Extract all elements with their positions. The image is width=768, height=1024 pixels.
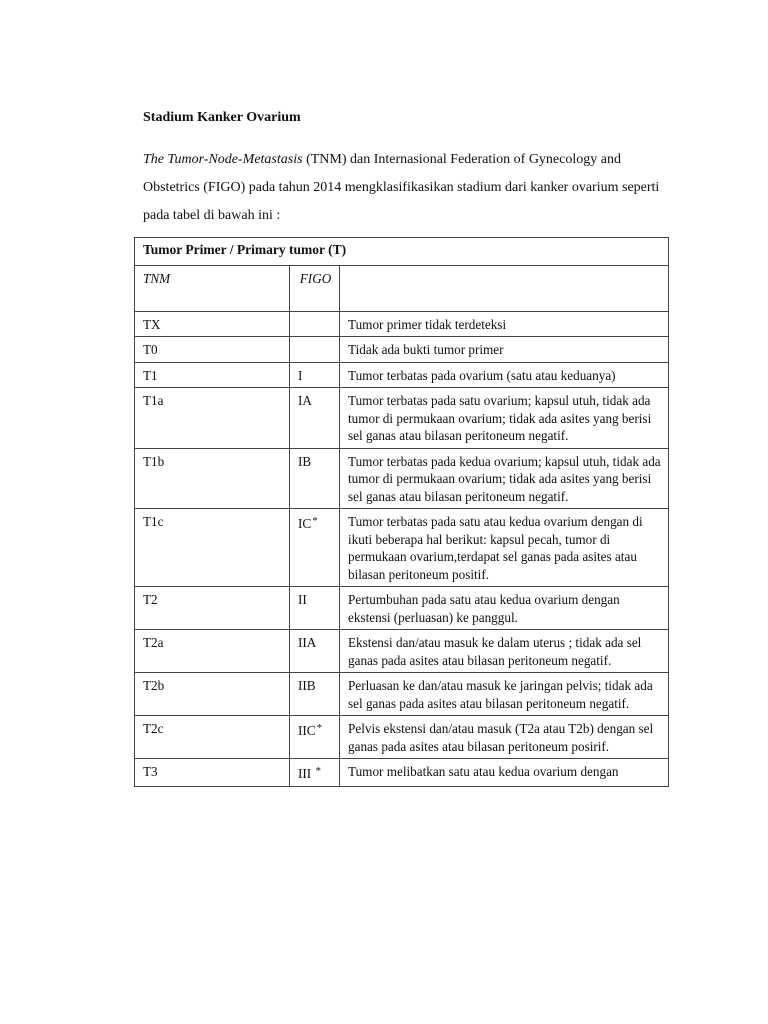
table-row: [135, 673, 669, 716]
cell-figo: [290, 337, 340, 363]
cell-figo: [290, 362, 340, 388]
table-row: [135, 630, 669, 673]
cell-figo: [290, 448, 340, 509]
cell-figo: [290, 716, 340, 759]
cell-tnm: T2a: [135, 630, 290, 673]
header-description: [340, 265, 669, 311]
figo-stage: III: [298, 766, 315, 781]
intro-text: (TNM) dan Internasional Federation of Gynecology and Obstetrics (FIGO) pada tahun 2014 mengklasifikasikan stadium dari kanker ovarium seperti pada tabel di bawah ini :: [143, 152, 660, 223]
cell-tnm: T1c: [135, 509, 290, 587]
figo-stage: II: [298, 592, 307, 607]
table-row: [135, 388, 669, 449]
table-row: [135, 587, 669, 630]
figo-stage: IC: [298, 516, 312, 531]
intro-paragraph: [143, 146, 673, 230]
header-figo: FIGO: [290, 265, 340, 311]
cell-figo: [290, 311, 340, 337]
cell-tnm: T2c: [135, 716, 290, 759]
header-tnm: TNM: [135, 265, 290, 311]
cell-tnm: T3: [135, 759, 290, 787]
cell-tnm: T0: [135, 337, 290, 363]
asterisk-marker: *: [315, 765, 321, 777]
cell-description: Tumor terbatas pada ovarium (satu atau keduanya): [340, 362, 669, 388]
cell-figo: [290, 673, 340, 716]
cell-figo: [290, 388, 340, 449]
intro-italic: The Tumor-Node-Metastasis: [143, 152, 303, 167]
table-header-row: [135, 265, 669, 311]
page-heading: Stadium Kanker Ovarium: [143, 110, 301, 125]
cell-description: Tumor terbatas pada satu atau kedua ovarium dengan di ikuti beberapa hal berikut: kapsul pecah, tumor di permukaan ovarium,terdapat sel ganas pada asites atau bilasan peritoneum positif.: [340, 509, 669, 587]
table-row: [135, 759, 669, 787]
cell-tnm: T1a: [135, 388, 290, 449]
figo-stage: I: [298, 367, 303, 383]
cell-figo: [290, 759, 340, 787]
cell-description: Ekstensi dan/atau masuk ke dalam uterus ; tidak ada sel ganas pada asites atau bilasan peritoneum negatif.: [340, 630, 669, 673]
cell-description: Pertumbuhan pada satu atau kedua ovarium dengan ekstensi (perluasan) ke panggul.: [340, 587, 669, 630]
cell-description: Perluasan ke dan/atau masuk ke jaringan pelvis; tidak ada sel ganas pada asites atau bilasan peritoneum negatif.: [340, 673, 669, 716]
asterisk-marker: *: [316, 722, 323, 734]
cell-description: Tumor melibatkan satu atau kedua ovarium dengan: [340, 759, 669, 787]
cell-tnm: T2: [135, 587, 290, 630]
table-row: [135, 448, 669, 509]
cell-description: Tumor terbatas pada satu ovarium; kapsul utuh, tidak ada tumor di permukaan ovarium; tidak ada asites yang berisi sel ganas atau bilasan peritoneum negatif.: [340, 388, 669, 449]
asterisk-marker: *: [312, 515, 318, 527]
cell-description: Pelvis ekstensi dan/atau masuk (T2a atau T2b) dengan sel ganas pada asites atau bilasan peritoneum posirif.: [340, 716, 669, 759]
cell-figo: [290, 509, 340, 587]
cell-description: Tumor primer tidak terdeteksi: [340, 311, 669, 337]
table-row: [135, 311, 669, 337]
table-row: [135, 509, 669, 587]
figo-stage: IIA: [298, 635, 317, 650]
table-row: [135, 337, 669, 363]
table-row: [135, 716, 669, 759]
cell-figo: [290, 630, 340, 673]
figo-stage: IB: [298, 453, 312, 469]
cell-tnm: T1: [135, 362, 290, 388]
cell-tnm: T2b: [135, 673, 290, 716]
figo-stage: IIC: [298, 723, 316, 738]
cell-description: Tumor terbatas pada kedua ovarium; kapsul utuh, tidak ada tumor di permukaan ovarium; tidak ada asites yang berisi sel ganas atau bilasan peritoneum negatif.: [340, 448, 669, 509]
cell-description: Tidak ada bukti tumor primer: [340, 337, 669, 363]
figo-stage: IA: [298, 393, 312, 408]
cell-figo: [290, 587, 340, 630]
table-title: Tumor Primer / Primary tumor (T): [135, 238, 669, 266]
cell-tnm: TX: [135, 311, 290, 337]
cell-tnm: T1b: [135, 448, 290, 509]
figo-stage: IIB: [298, 678, 316, 693]
staging-table: [134, 237, 669, 787]
table-row: [135, 362, 669, 388]
